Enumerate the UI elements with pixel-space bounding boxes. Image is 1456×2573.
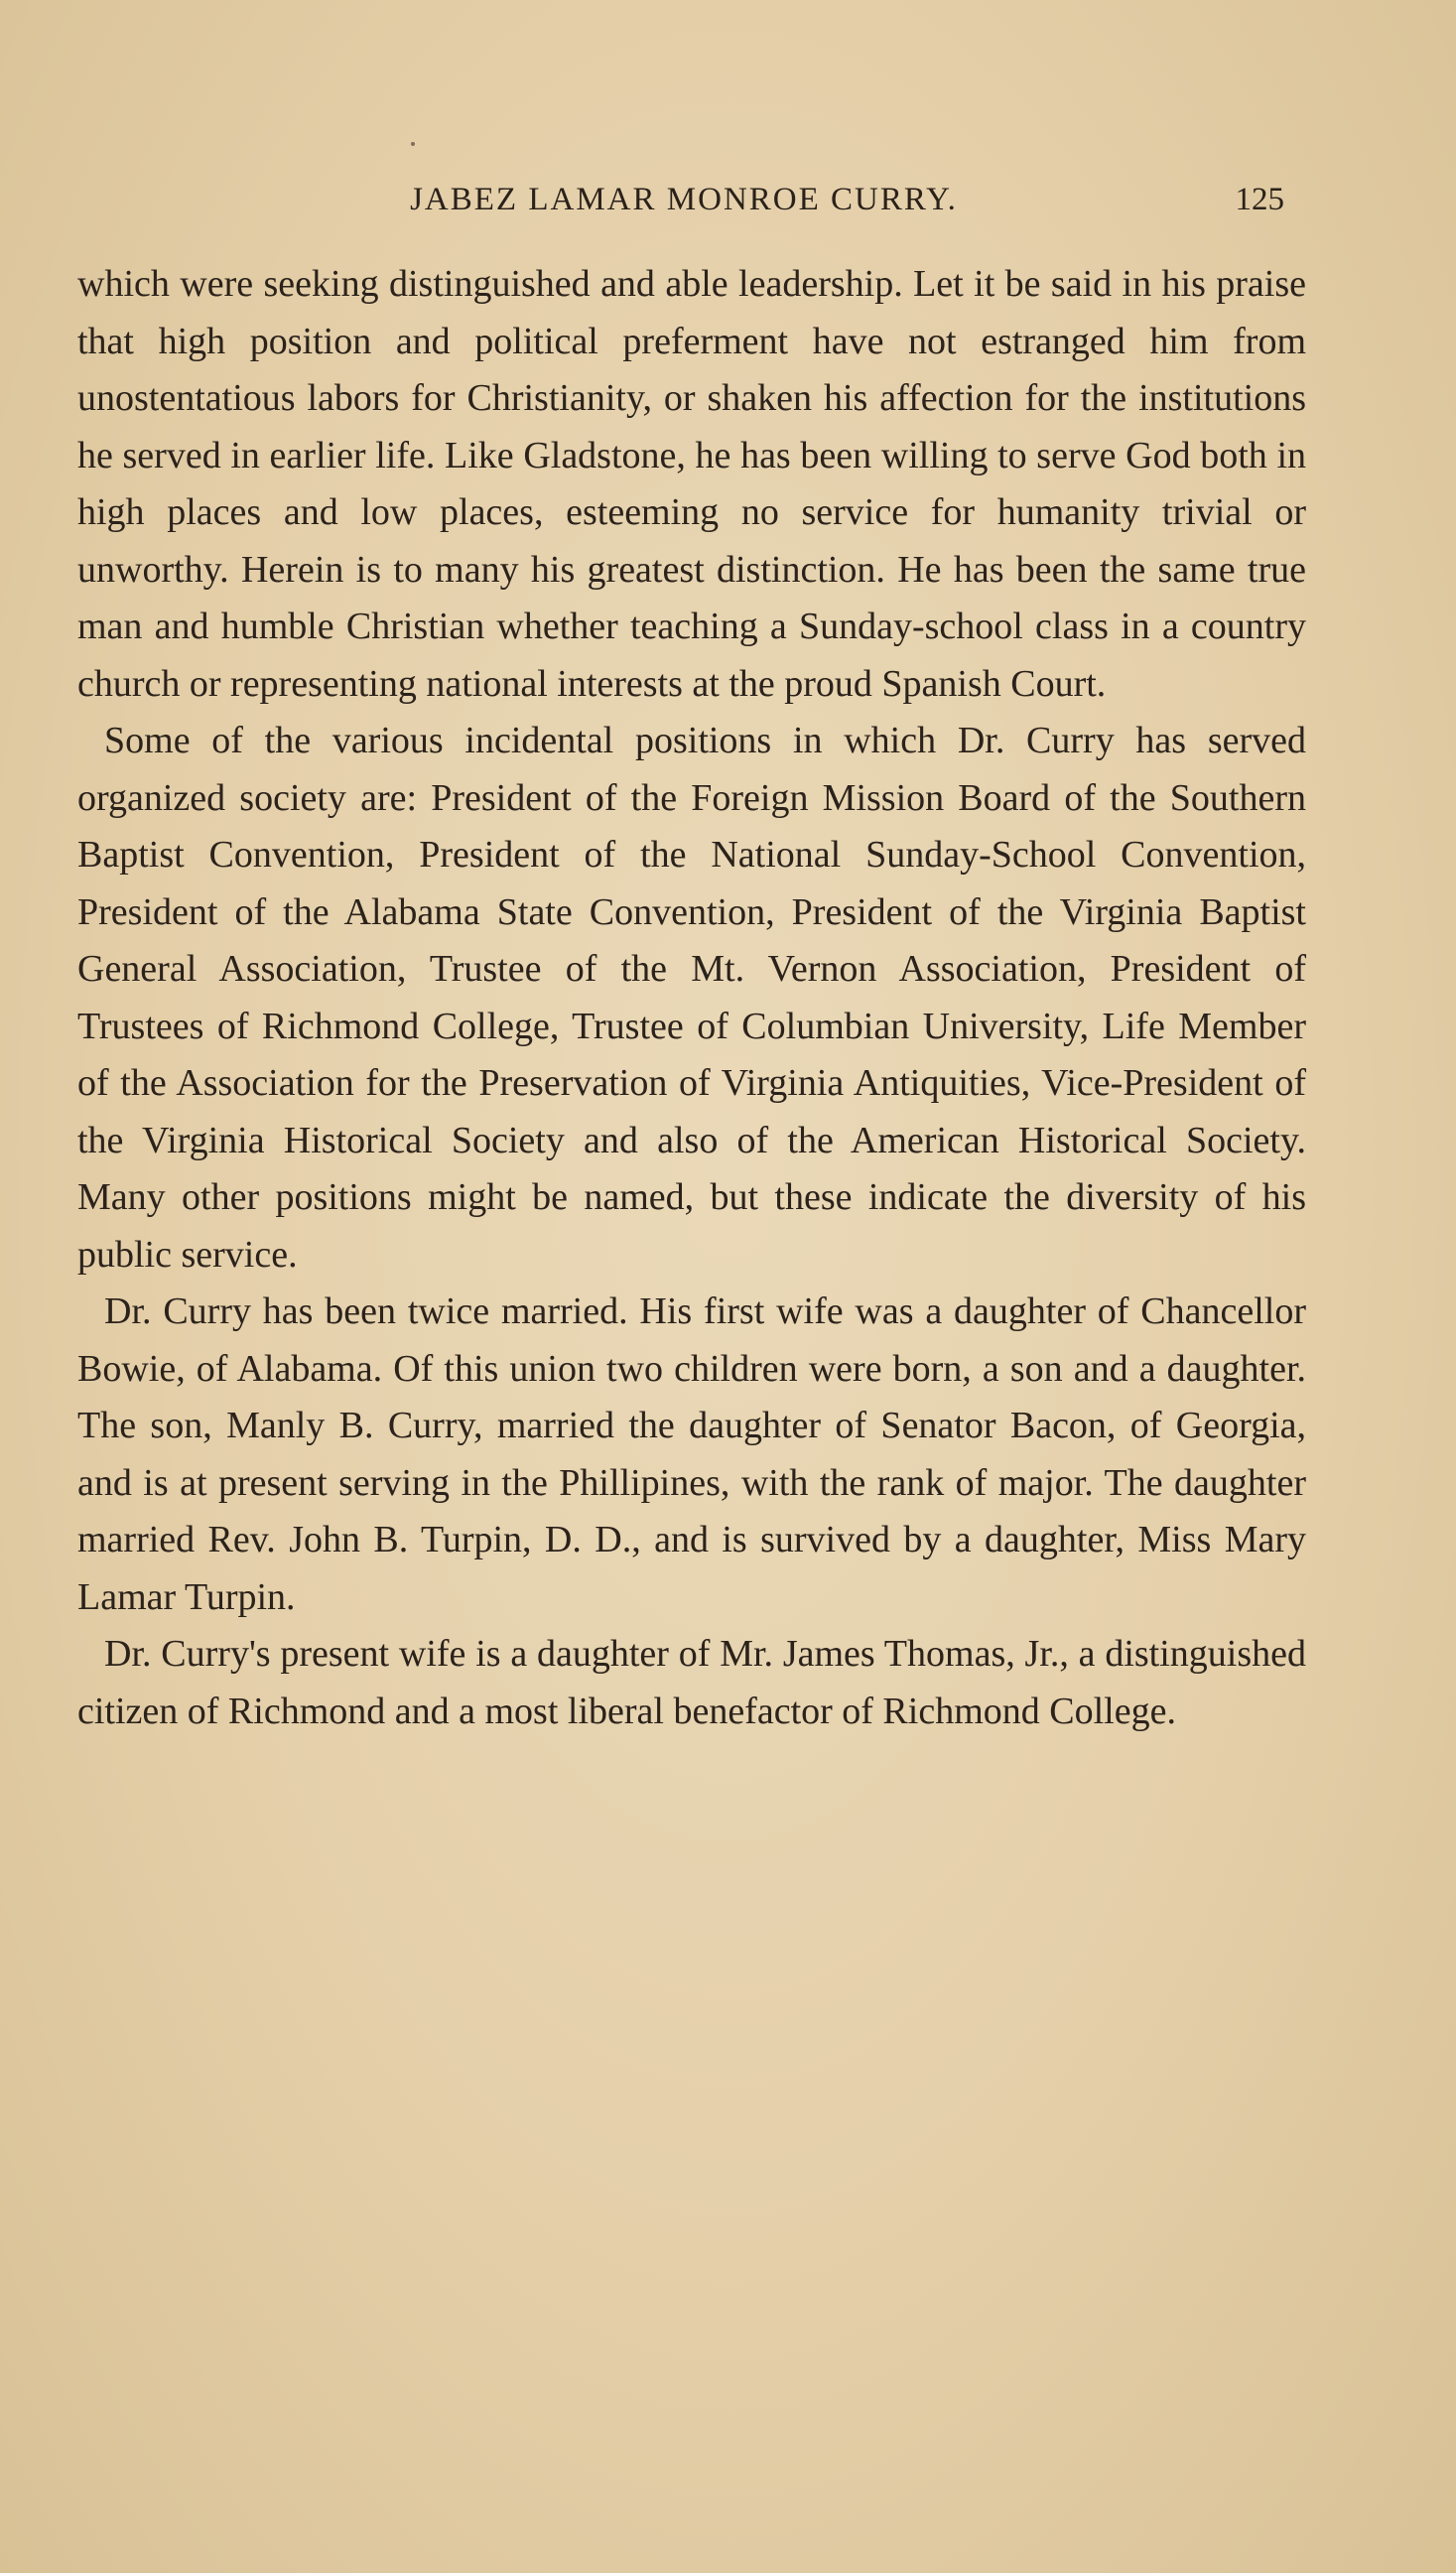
paragraph-continued: which were seeking distinguished and able leadership. Let it be said in his praise that high position and political preferment have not estranged him from unostentatious labors for Christianity, or shaken his affection for the institutions he served in earlier life. Like Gladstone, he has been willing to serve God both in high places and low places, esteeming no service for humanity trivial or unworthy. Herein is to many his greatest distinction. He has been the same true man and humble Christian whether teaching a Sunday-school class in a country church or representing national interests at the proud Spanish Court.: [77, 263, 1306, 705]
paragraph-present-wife: Dr. Curry's present wife is a daughter of Mr. James Thomas, Jr., a distinguished citizen of Richmond and a most liberal benefactor of Richmond College.: [77, 1633, 1306, 1732]
running-title: JABEZ LAMAR MONROE CURRY.: [410, 182, 958, 217]
page-number: 125: [1235, 182, 1284, 217]
ink-speck: [411, 142, 415, 146]
body-text: [77, 256, 1306, 1740]
page-header: [77, 182, 1290, 241]
paragraph-marriage: Dr. Curry has been twice married. His first wife was a daughter of Chancellor Bowie, of Alabama. Of this union two children were born, a son and a daughter. The son, Manly B. Curry, married the daughter of Senator Bacon, of Georgia, and is at present serving in the Phillipines, with the rank of major. The daughter married Rev. John B. Turpin, D. D., and is survived by a daughter, Miss Mary Lamar Turpin.: [77, 1290, 1306, 1618]
paragraph-positions: Some of the various incidental positions in which Dr. Curry has served organized society are: President of the Foreign Mission Board of the Southern Baptist Convention, President of the National Sunday-School Convention, President of the Alabama State Convention, President of the Virginia Baptist General Association, Trustee of the Mt. Vernon Association, President of Trustees of Richmond College, Trustee of Columbian University, Life Member of the Association for the Preservation of Virginia Antiquities, Vice-President of the Virginia Historical Society and also of the American Historical Society. Many other positions might be named, but these indicate the diversity of his public service.: [77, 720, 1306, 1276]
